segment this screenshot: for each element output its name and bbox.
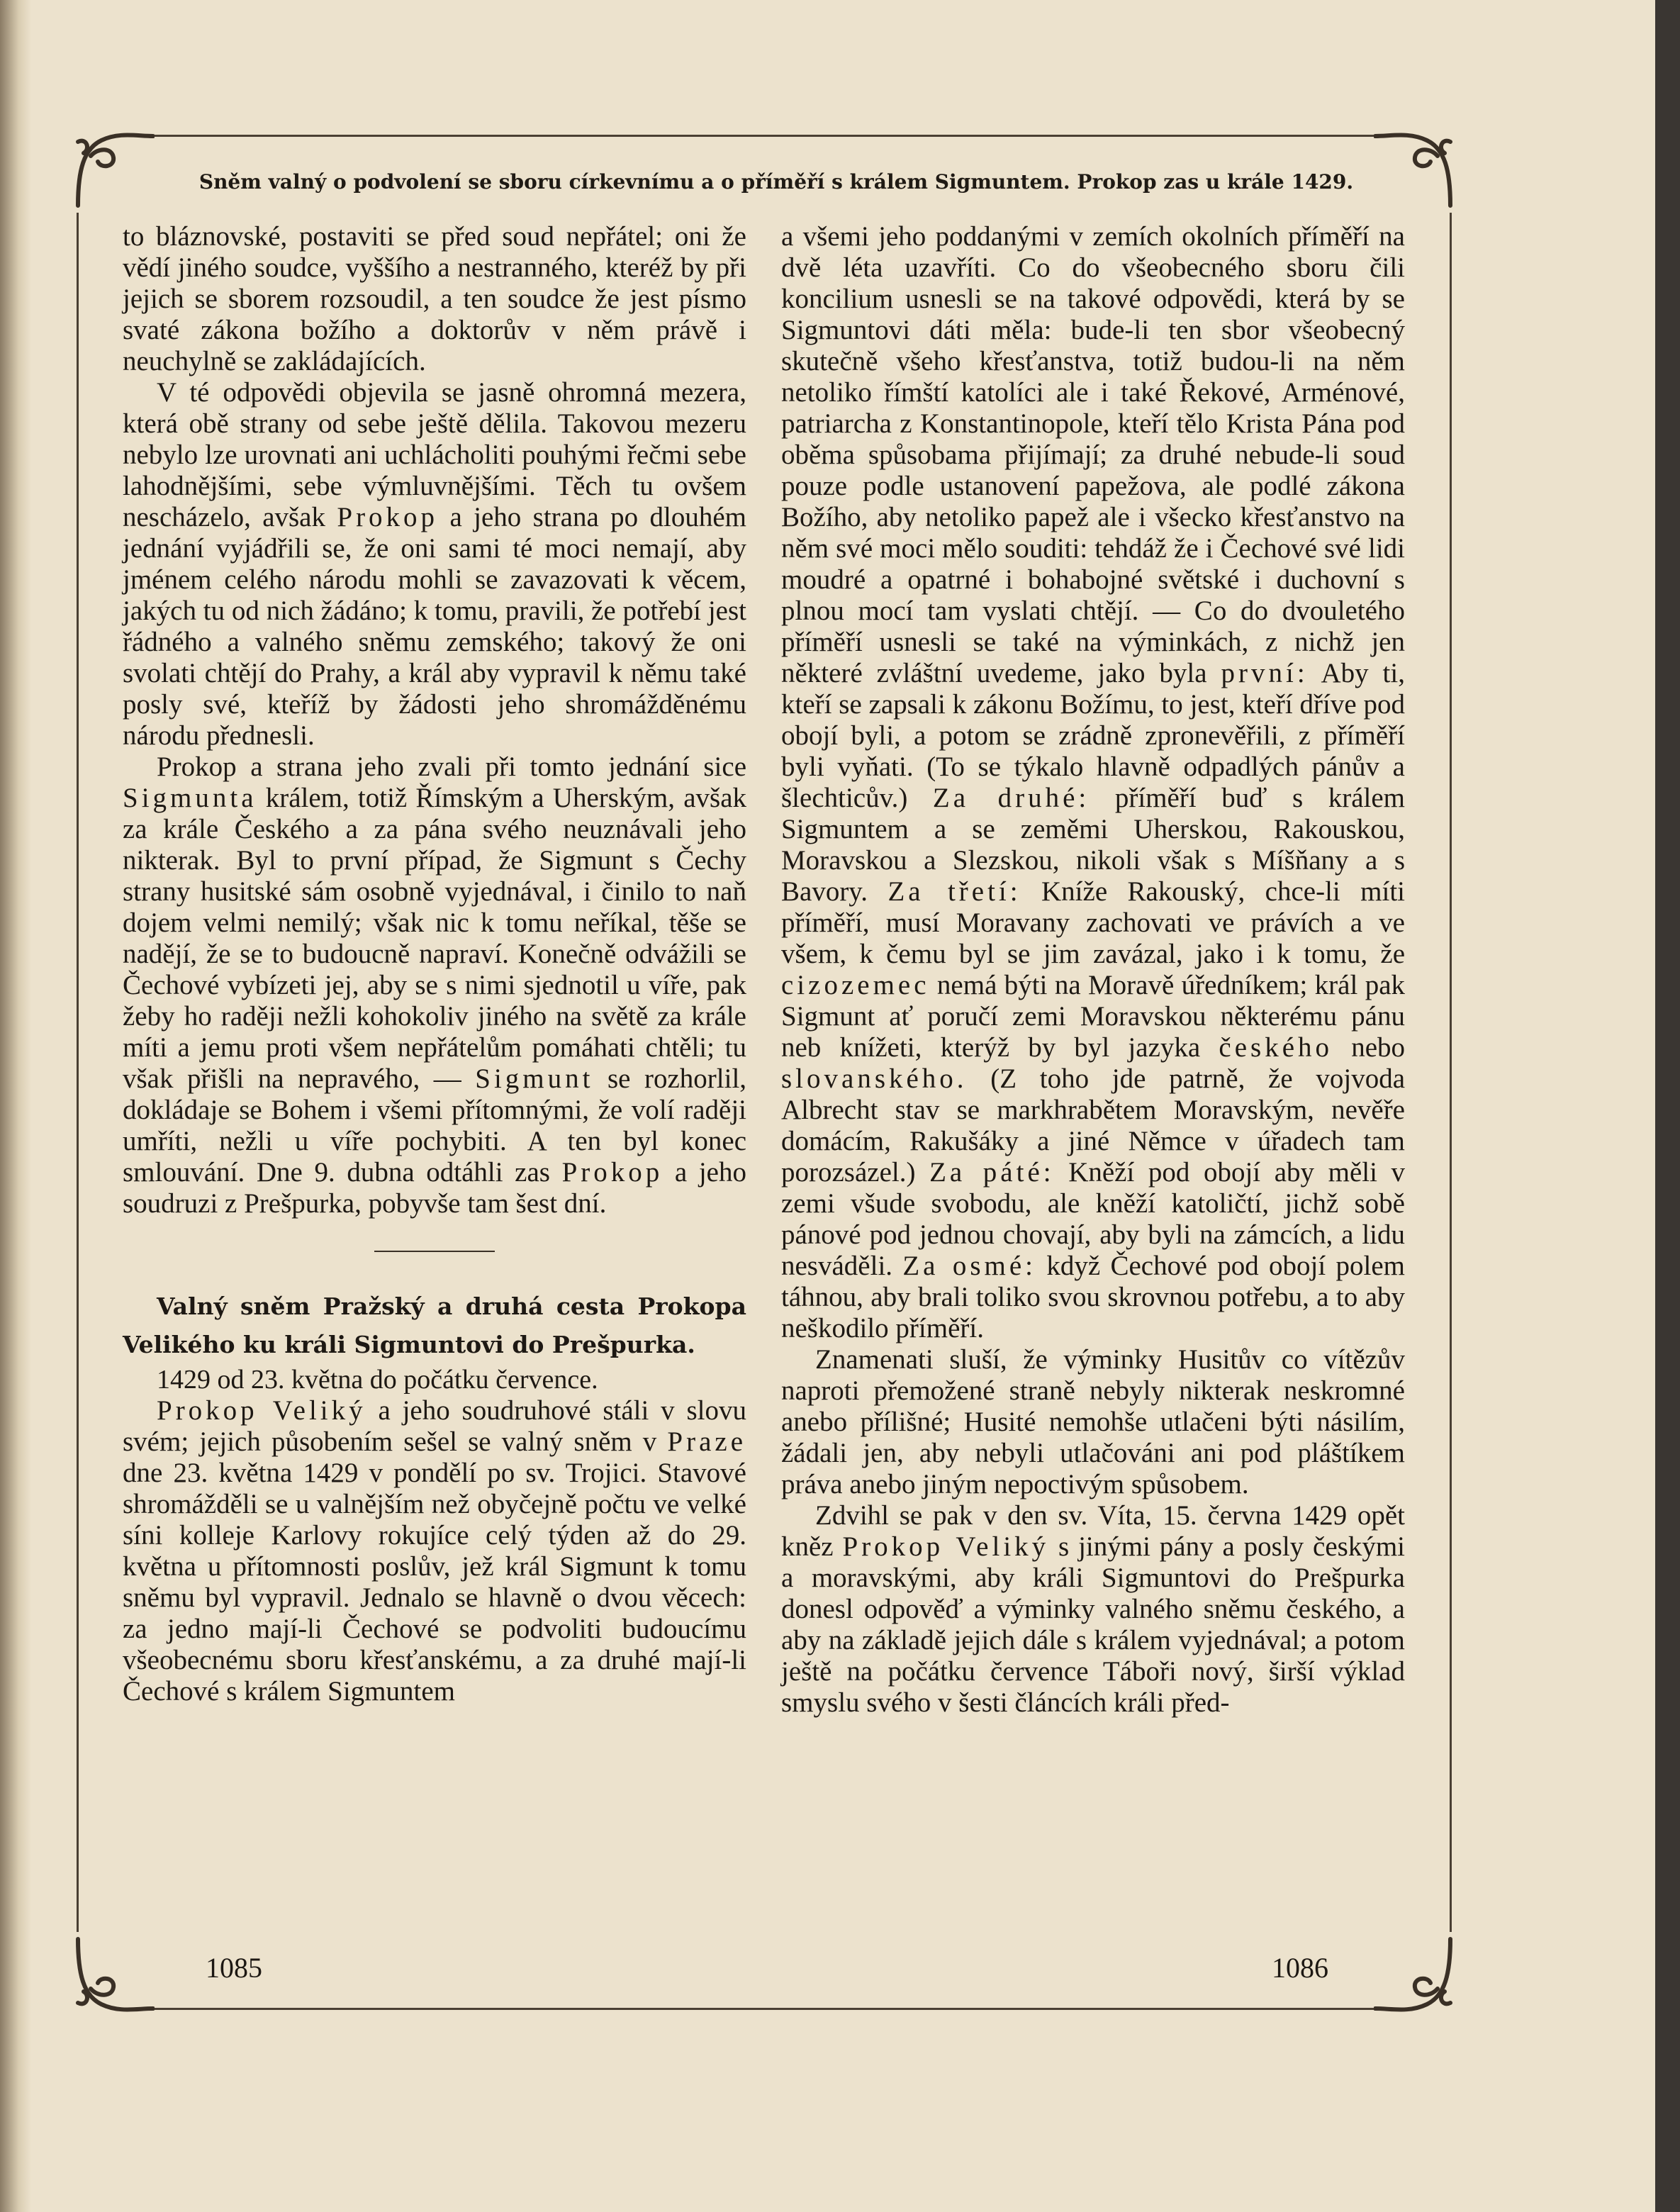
spaced-term: českého — [1219, 1032, 1333, 1063]
right-column — [781, 221, 1405, 1719]
spaced-name: Prokop Veliký — [157, 1395, 366, 1426]
page-number-right: 1086 — [1272, 1952, 1328, 1984]
frame-bottom-rule — [155, 2008, 1374, 2010]
section-date: 1429 od 23. května do počátku července. — [157, 1365, 598, 1395]
frame-top-rule — [155, 135, 1374, 137]
spaced-term: cizozemec — [781, 970, 930, 1000]
left-column — [123, 221, 746, 1707]
paragraph: V té odpovědi objevila se jasně ohromná mezera, která obě strany od sebe ještě dělila. Takovou mezeru nebylo lze urovnati ani uchlácholiti pouhými řečmi sebe lahodnějšími, sebe výmluvnějšími. Těch tu ovšem nescházelo, avšak Prokop a jeho strana po dlouhém jednání vyjádřili se, že oni sami té moci nemají, aby jménem celého národu mohli se zavazovati k věcem, jakých tu od nich žádáno; k tomu, pravili, že potřebí jest řádného a valného sněmu zemského; takový že oni svolati chtějí do Prahy, a král aby vypravil k němu také posly své, kteříž by žádosti jeho shromážděnému národu přednesli. — [123, 377, 746, 751]
corner-ornament-bottom-right-icon — [1374, 1932, 1459, 2017]
section-title: Valný sněm Pražský a druhá cesta Prokopa Velikého ku králi Sigmuntovi do Prešpurka. — [123, 1292, 746, 1358]
spaced-name: Sigmunta — [123, 783, 257, 813]
spaced-term: Za druhé: — [932, 783, 1090, 813]
corner-ornament-bottom-left-icon — [69, 1932, 155, 2017]
frame-right-rule — [1450, 213, 1452, 1932]
page-number-left: 1085 — [206, 1952, 262, 1984]
paragraph: Znamenati sluší, že výminky Husitův co vítězův naproti přemožené straně nebyly nikterak neskromné anebo přílišné; Husité nemohše utlačeni býti násilím, žádali jen, aby nebyli utlačováni ani pod pláštíkem práva anebo jiným nepoctivým spůsobem. — [781, 1344, 1405, 1499]
spaced-name: Sigmunt — [475, 1063, 594, 1094]
spaced-name: Prokop — [561, 1157, 663, 1188]
paragraph: Prokop a strana jeho zvali při tomto jednání sice Sigmunta králem, totiž Římským a Uherským, avšak za krále Českého a za pána svého neuznávali jeho nikterak. Byl to první případ, že Sigmunt s Čechy strany husitské sám osobně vyjednával, i činilo to naň dojem velmi nemilý; však nic k tomu neříkal, těše se nadějí, že se to budoucně napraví. Konečně odvážili se Čechové vybízeti jej, aby se s nimi sjednotil u víře, pak žeby ho raději nežli kohokoliv jiného na světě za krále míti a jemu proti všem nepřátelům pomáhati chtěli; tu však přišli na nepravého, — Sigmunt se rozhorlil, dokládaje se Bohem i všemi přítomnými, že volí raději umříti, nežli u víře pochybiti. A ten byl konec smlouvání. Dne 9. dubna odtáhli zas Prokop a jeho soudruzi z Prešpurka, pobyvše tam šest dní. — [123, 752, 747, 1219]
spaced-term: Za třetí: — [887, 876, 1021, 907]
spaced-term: Za osmé: — [902, 1251, 1036, 1281]
paragraph: Prokop Veliký a jeho soudruhové stáli v slovu svém; jejich působením sešel se valný sněm v Praze dne 23. května 1429 v pondělí po sv. Trojici. Stavové shromážděli se u valnějším než obyčejně počtu ve velké síni kolleje Karlovy rokujíce celý týden až do 29. května u přítomnosti poslův, jež král Sigmunt k tomu sněmu byl vypravil. Jednalo se hlavně o dvou věcech: za jedno mají-li Čechové se podvoliti budoucímu všeobecnému sboru křesťanskému, a za druhé mají-li Čechové s králem Sigmuntem — [123, 1395, 747, 1707]
spaced-name: Prokop — [337, 502, 439, 532]
scan-gutter-shadow — [0, 0, 31, 2212]
paragraph: a všemi jeho poddanými v zemích okolních příměří na dvě léta uzavříti. Co do všeobecného sboru čili koncilium usnesli se na takové odpovědi, která by se Sigmuntovi dáti měla: bude-li ten sbor všeobecný skutečně všeho křesťanstva, totiž budou-li na něm netoliko římští katolíci ale i také Řekové, Arménové, patriarcha z Konstantinopole, kteří tělo Krista Pána pod oběma spůsobama přijímají; za druhé nebude-li soud pouze podle ustanovení papežova, ale podlé zákona Božího, aby netoliko papež ale i všecko křesťanstvo na něm své moci mělo souditi: tehdáž že i Čechové své lidi moudré a opatrné i bohabojné světské i duchovní s plnou mocí tam vyslati chtějí. — Co do dvouletého příměří usnesli se také na výminkách, z nichž jen některé zvláštní uvedeme, jako byla první: Aby ti, kteří se zapsali k zákonu Božímu, to jest, kteří dříve pod obojí byli, a potom se zrádně zpronevěřili, z příměří byli vyňati. (To se týkalo hlavně odpadlých pánův a šlechticův.) Za druhé: příměří buď s králem Sigmuntem a se zeměmi Uherskou, Rakouskou, Moravskou a Slezskou, nikoli však s Míšňany a s Bavory. Za třetí: Kníže Rakouský, chce-li míti příměří, musí Moravany zachovati ve právích a ve všem, k čemu byl se jim zavázal, jako i k tomu, že cizozemec nemá býti na Moravě úředníkem; král pak Sigmunt ať poručí zemi Moravskou některému pánu neb knížeti, kterýž by byl jazyka českého nebo slovanského. (Z toho jde patrně, že vojvoda Albrecht stav se markhrabětem Moravským, nevěře domácím, Rakušáky a jiné Němce v úřadech tam porozsázel.) Za páté: Kněží pod obojí aby měli v zemi všude svobodu, ale kněží katoličtí, jichž sobě pánové pod jednou chovají, aby byli na zámcích, a lidu nesváděli. Za osmé: když Čechové pod obojí polem táhnou, aby brali toliko svou skrovnou potřebu, a to aby neškodilo příměří. — [781, 221, 1406, 1344]
frame-left-rule — [77, 213, 79, 1932]
spaced-term: první: — [1221, 658, 1309, 688]
paragraph: Zdvihl se pak v den sv. Víta, 15. června 1429 opět kněz Prokop Veliký s jinými pány a posly českými a moravskými, aby králi Sigmuntovi do Prešpurka donesl odpověď a výminky valného sněmu českého, a aby na základě jejich dále s králem vyjednával; a potom ještě na počátku července Táboři nový, širší výklad smyslu svého v šesti článcích králi před- — [781, 1500, 1406, 1718]
spaced-name: Praze — [667, 1426, 746, 1457]
paragraph: to bláznovské, postaviti se před soud nepřátel; oni že vědí jiného soudce, vyššího a nestranného, kteréž by při jejich se sborem rozsoudil, a ten soudce že jest písmo svaté zákona božího a doktorův v něm právě i neuchylně se zakládajících. — [123, 221, 746, 376]
corner-ornament-top-left-icon — [69, 128, 155, 213]
running-header: Sněm valný o podvolení se sboru církevnímu a o příměří s králem Sigmuntem. Prokop zas u krále 1429. — [198, 170, 1354, 194]
spaced-name: Prokop Veliký — [842, 1531, 1050, 1562]
section-divider — [374, 1251, 495, 1252]
spaced-term: Za páté: — [929, 1157, 1055, 1188]
spaced-term: slovanského. — [781, 1063, 968, 1094]
